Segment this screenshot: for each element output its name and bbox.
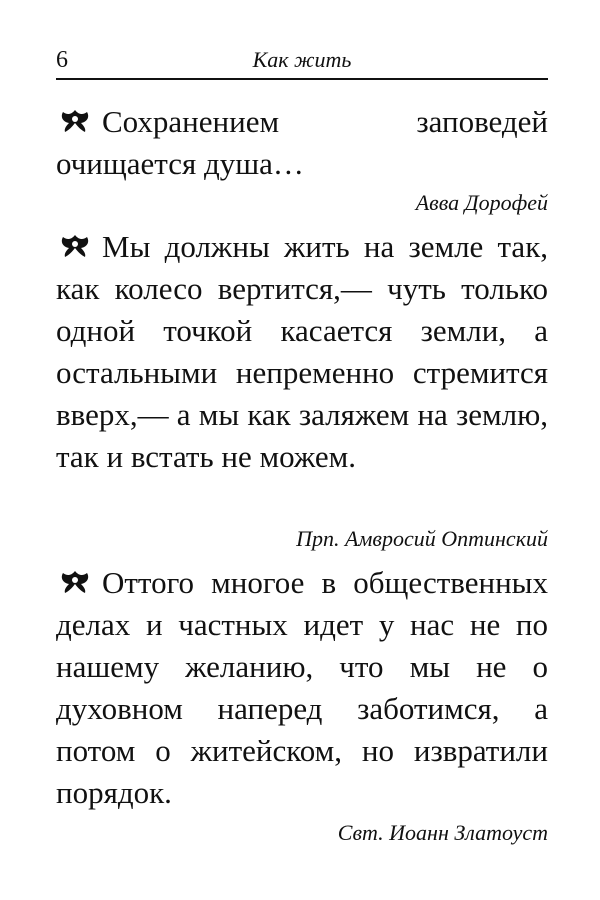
fleuron-icon [56, 233, 94, 259]
fleuron-icon [56, 108, 94, 134]
quote-author: Свт. Иоанн Златоуст [337, 820, 548, 845]
running-header [56, 44, 548, 80]
quote-1 [56, 101, 548, 185]
quote-text: Оттого многое в общественных делах и частных идет у нас не по нашему желанию, что мы не о духовном наперед заботимся, а потом о житейском, но извратили порядок. [56, 565, 548, 810]
quote-3 [56, 562, 548, 814]
quote-text: Мы должны жить на земле так, как колесо вертится,— чуть только одной точкой касается земли, а остальными непременно стремится вверх,— а мы как заляжем на землю, так и встать не можем. [56, 229, 548, 474]
quote-2 [56, 226, 548, 478]
quote-author: Авва Дорофей [415, 190, 548, 215]
page-number: 6 [56, 47, 68, 73]
running-title: Как жить [252, 47, 352, 72]
quote-text: Сохранением заповедей очищается душа… [56, 104, 548, 181]
quote-author: Прп. Амвросий Оптинский [296, 526, 548, 551]
fleuron-icon [56, 569, 94, 595]
